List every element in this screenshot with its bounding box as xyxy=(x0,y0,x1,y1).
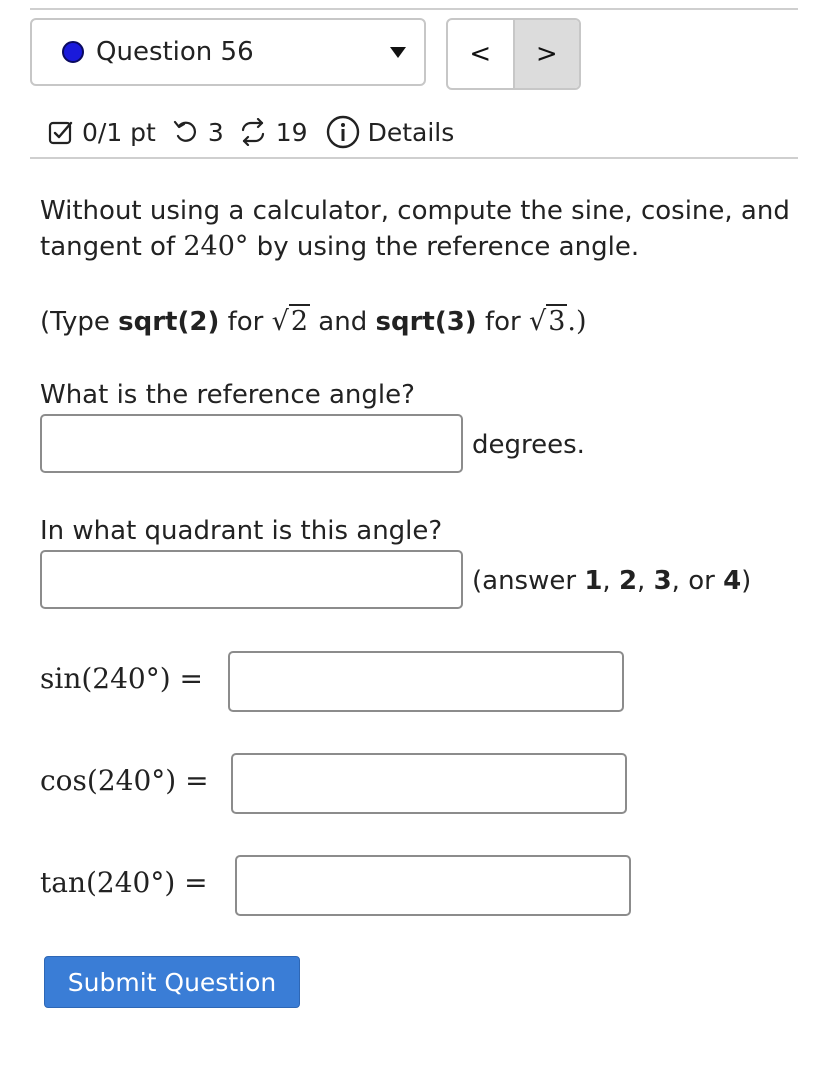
attempts-icon xyxy=(238,118,268,146)
quadrant-input[interactable] xyxy=(40,550,463,609)
ref-angle-prompt: What is the reference angle? xyxy=(40,380,415,410)
sin-label: sin(240°) = xyxy=(40,662,204,695)
score-text: 0/1 pt xyxy=(82,117,156,147)
submit-question-button[interactable]: Submit Question xyxy=(44,956,300,1008)
info-icon xyxy=(326,115,360,149)
status-dot-icon xyxy=(62,41,84,63)
top-divider xyxy=(30,8,798,10)
sqrt2-symbol: √2 xyxy=(271,306,309,337)
sqrt3-symbol: √3 xyxy=(528,306,566,337)
tan-input[interactable] xyxy=(235,855,631,916)
details-link[interactable] xyxy=(326,115,455,149)
question-line-1: Without using a calculator, compute the sine, cosine, and xyxy=(40,196,790,226)
question-nav xyxy=(446,18,581,90)
tan-label: tan(240°) = xyxy=(40,866,208,899)
retries-count: 3 xyxy=(207,117,224,147)
question-meta xyxy=(48,112,454,152)
cos-label: cos(240°) = xyxy=(40,764,209,797)
details-label: Details xyxy=(367,117,455,147)
angle-value: 240° xyxy=(183,231,249,262)
next-question-button[interactable]: > xyxy=(513,20,580,88)
attempts-count: 19 xyxy=(275,117,308,147)
quadrant-prompt: In what quadrant is this angle? xyxy=(40,516,443,546)
quadrant-hint: (answer 1, 2, 3, or 4) xyxy=(472,566,752,596)
hint-sqrt2-code: sqrt(2) xyxy=(118,307,220,337)
question-label: Question 56 xyxy=(96,37,254,67)
meta-divider xyxy=(30,157,798,159)
prev-question-button[interactable]: < xyxy=(469,39,492,69)
ref-angle-input[interactable] xyxy=(40,414,463,473)
ref-angle-unit: degrees. xyxy=(472,430,585,460)
question-text xyxy=(40,193,790,265)
hint-sqrt3-code: sqrt(3) xyxy=(375,307,477,337)
cos-input[interactable] xyxy=(231,753,627,814)
question-select[interactable] xyxy=(30,18,426,86)
question-line-2: tangent of 240° by using the reference angle. xyxy=(40,231,640,262)
retry-icon xyxy=(172,118,200,146)
caret-down-icon xyxy=(390,47,406,58)
sqrt-hint: (Type sqrt(2) for √2 and sqrt(3) for √3.) xyxy=(40,304,587,340)
sin-input[interactable] xyxy=(228,651,624,712)
score-check-icon xyxy=(48,119,74,145)
